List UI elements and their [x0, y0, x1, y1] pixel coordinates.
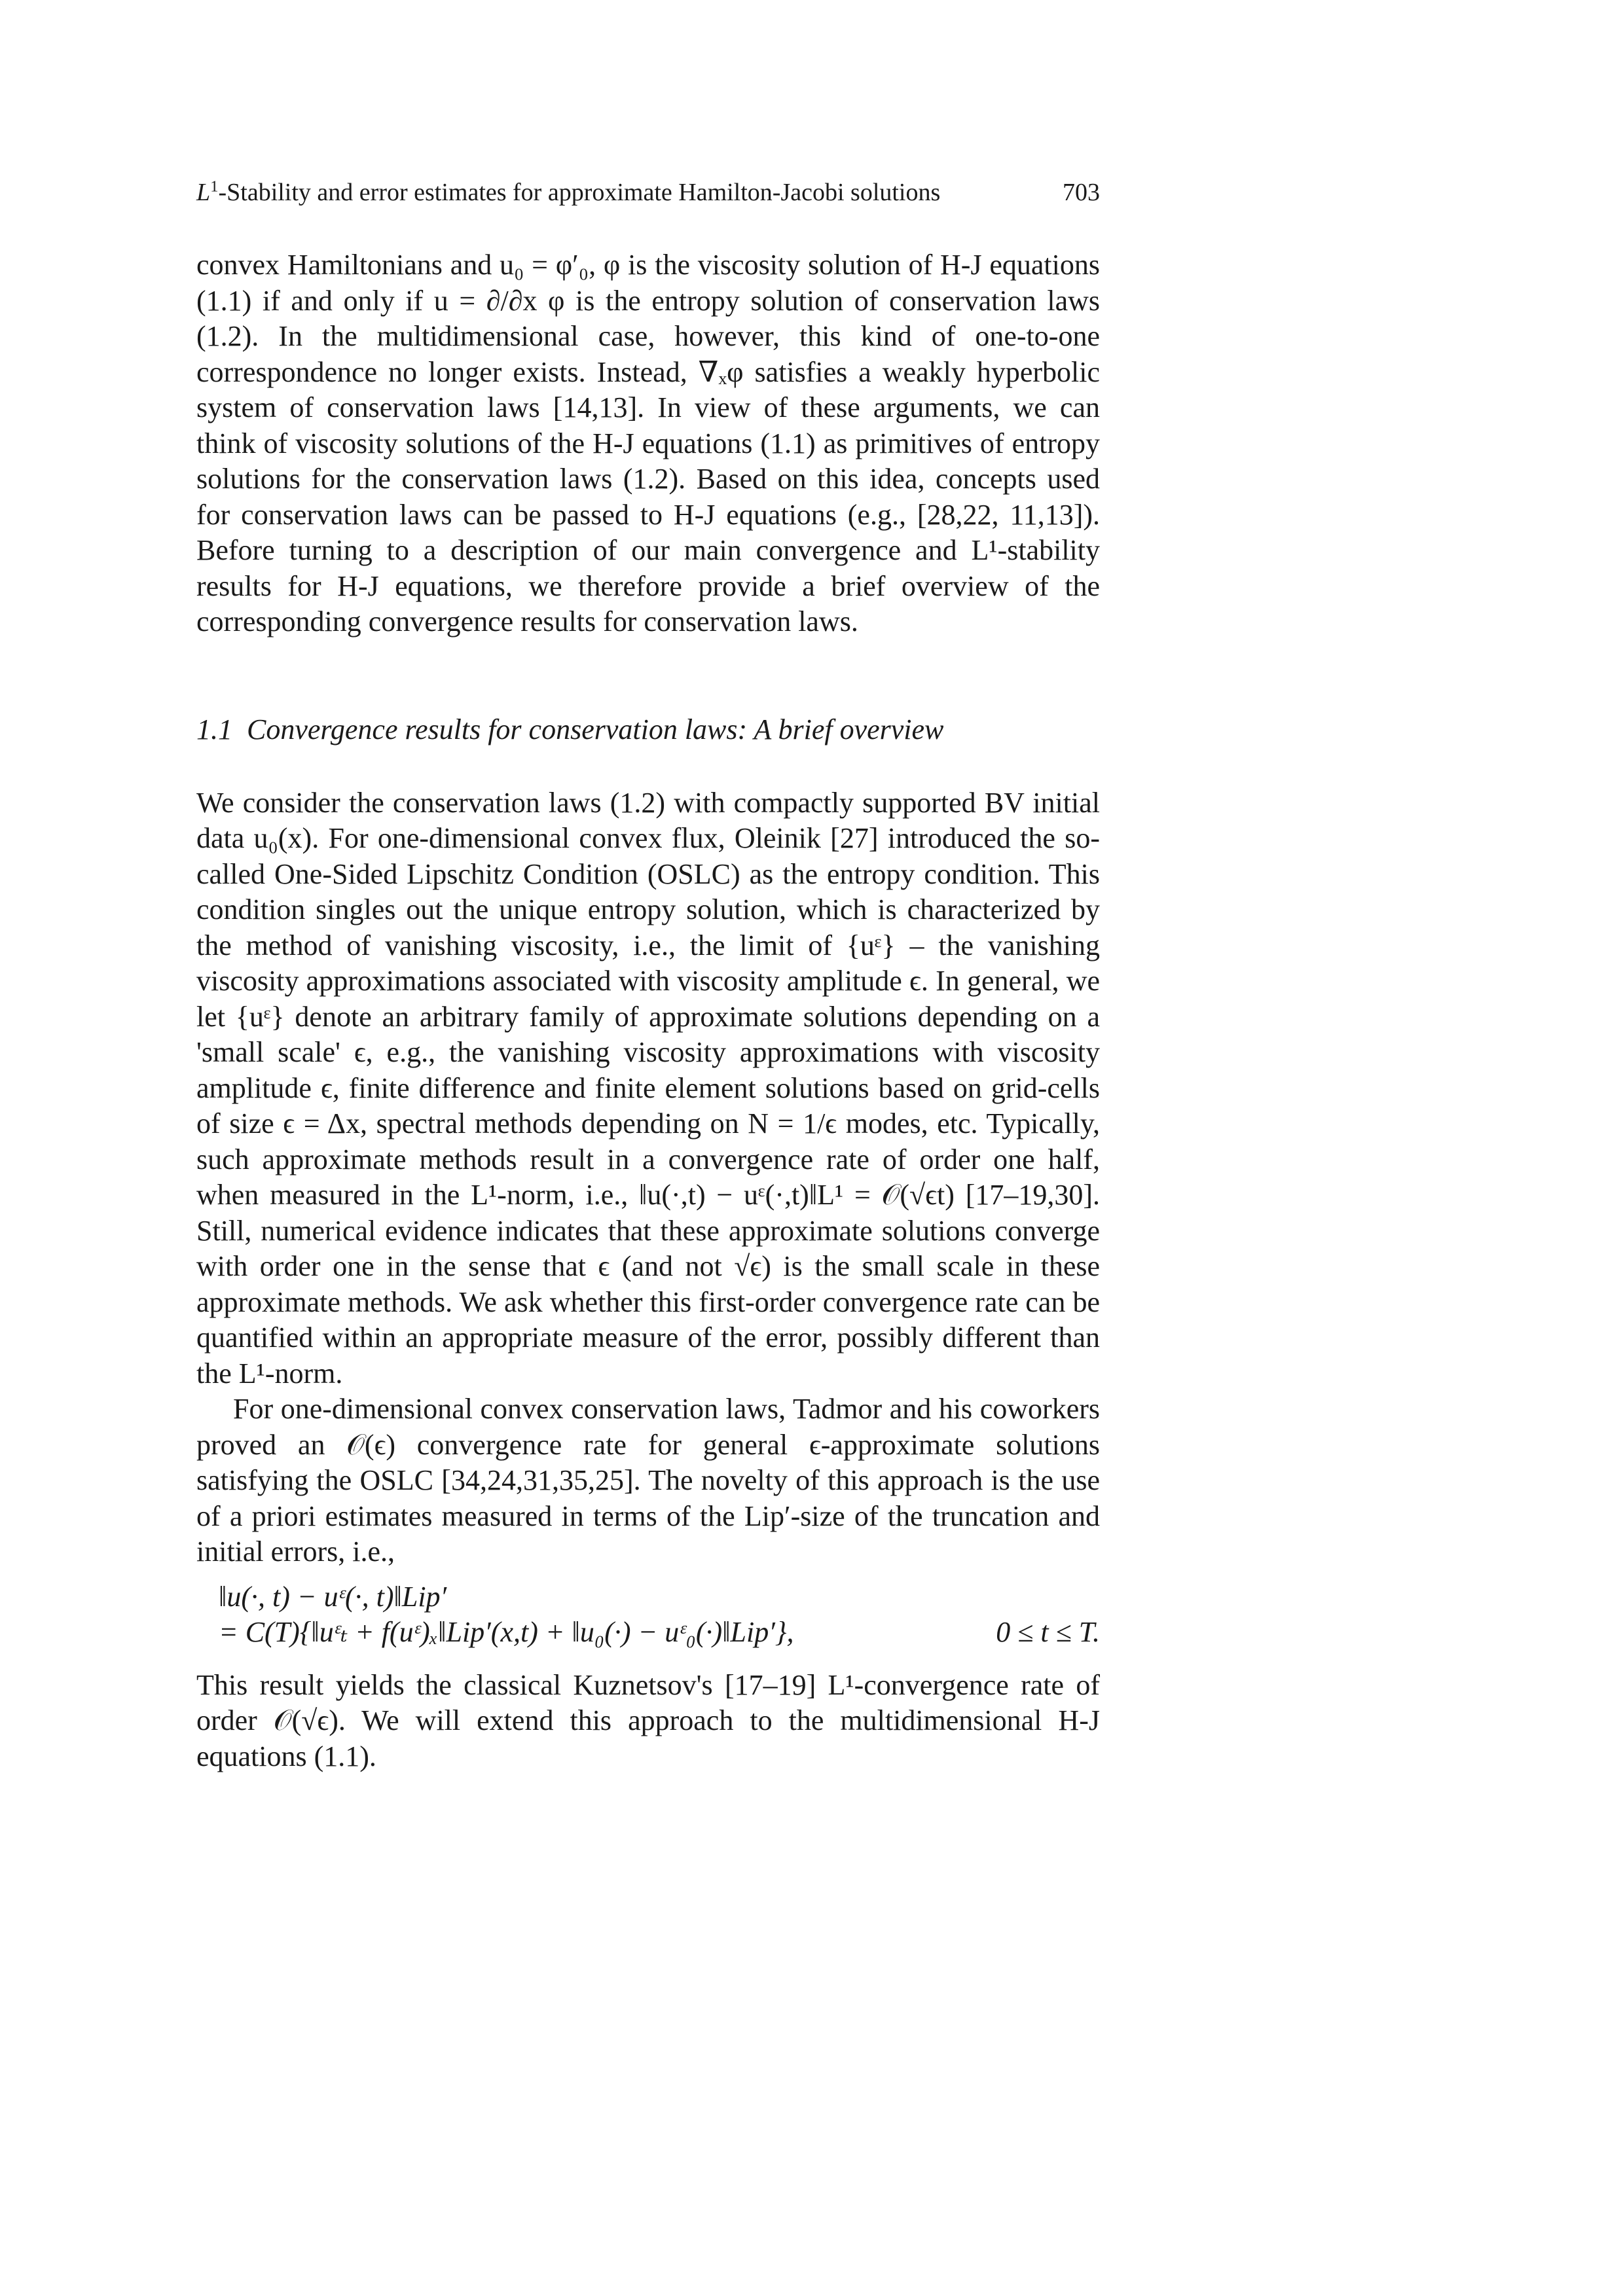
- section-number: 1.1: [196, 713, 232, 745]
- equation-line-2-row: [219, 1615, 1100, 1651]
- paper-page: [196, 177, 1100, 1774]
- page-number: 703: [1063, 179, 1100, 206]
- equation-condition: 0 ≤ t ≤ T.: [996, 1616, 1100, 1648]
- running-header: [196, 177, 1100, 208]
- paragraph-overview: We consider the conservation laws (1.2) with compactly supported BV initial data u₀(x). For one-dimensional convex flux, Oleinik [27] introduced the so-called One-Sided Lipschitz Condition (OSLC) as the entropy condition. This condition singles out the unique entropy solution, which is characterized by the method of vanishing viscosity, i.e., the limit of {uᵋ} – the vanishing viscosity approximations associated with viscosity amplitude ϵ. In general, we let {uᵋ} denote an arbitrary family of approximate solutions depending on a 'small scale' ϵ, e.g., the vanishing viscosity approximations with viscosity amplitude ϵ, finite difference and finite element solutions based on grid-cells of size ϵ = Δx, spectral methods depending on N = 1/ϵ modes, etc. Typically, such approximate methods result in a convergence rate of order one half, when measured in the L¹-norm, i.e., ‖u(·,t) − uᵋ(·,t)‖L¹ = 𝒪(√ϵt) [17–19,30]. Still, numerical evidence indicates that these approximate solutions converge with order one in the sense that ϵ (and not √ϵ) is the small scale in these approximate methods. We ask whether this first-order convergence rate can be quantified within an appropriate measure of the error, possibly different than the L¹-norm.: [196, 786, 1100, 1390]
- equation-line-1: ‖u(·, t) − uᵋ(·, t)‖Lip′: [219, 1580, 447, 1613]
- paragraph-tadmor: For one-dimensional convex conservation laws, Tadmor and his coworkers proved an 𝒪(ϵ) convergence rate for general ϵ-approximate solutions satisfying the OSLC [34,24,31,35,25]. The novelty of this approach is the use of a priori estimates measured in terms of the Lip′-size of the truncation and initial errors, i.e.,: [196, 1393, 1100, 1568]
- paragraph-conclusion: This result yields the classical Kuznetsov's [17–19] L¹-convergence rate of order 𝒪(√ϵ). We will extend this approach to the multidimensional H-J equations (1.1).: [196, 1668, 1100, 1772]
- section-title: Convergence results for conservation laws: A brief overview: [247, 713, 944, 745]
- running-title: $L^1$-Stability and error estimates for approximate Hamilton-Jacobi solutions: [196, 177, 941, 206]
- equation-line-2: = C(T){‖uᵋₜ + f(uᵋ)ₓ‖Lip′(x,t) + ‖u₀(·) − uᵋ₀(·)‖Lip′},: [219, 1616, 794, 1648]
- paragraph-intro: convex Hamiltonians and u₀ = φ′₀, φ is the viscosity solution of H-J equations (1.1) if and only if u = ∂/∂x φ is the entropy solution of conservation laws (1.2). In the multidimensional case, however, this kind of one-to-one correspondence no longer exists. Instead, ∇ₓφ satisfies a weakly hyperbolic system of conservation laws [14,13]. In view of these arguments, we can think of viscosity solutions of the H-J equations (1.1) as primitives of entropy solutions for the conservation laws (1.2). Based on this idea, concepts used for conservation laws can be passed to H-J equations (e.g., [28,22, 11,13]). Before turning to a description of our main convergence and L¹-stability results for H-J equations, we therefore provide a brief overview of the corresponding convergence results for conservation laws.: [196, 249, 1100, 637]
- display-equation: [219, 1579, 1100, 1651]
- section-heading: [196, 712, 1100, 747]
